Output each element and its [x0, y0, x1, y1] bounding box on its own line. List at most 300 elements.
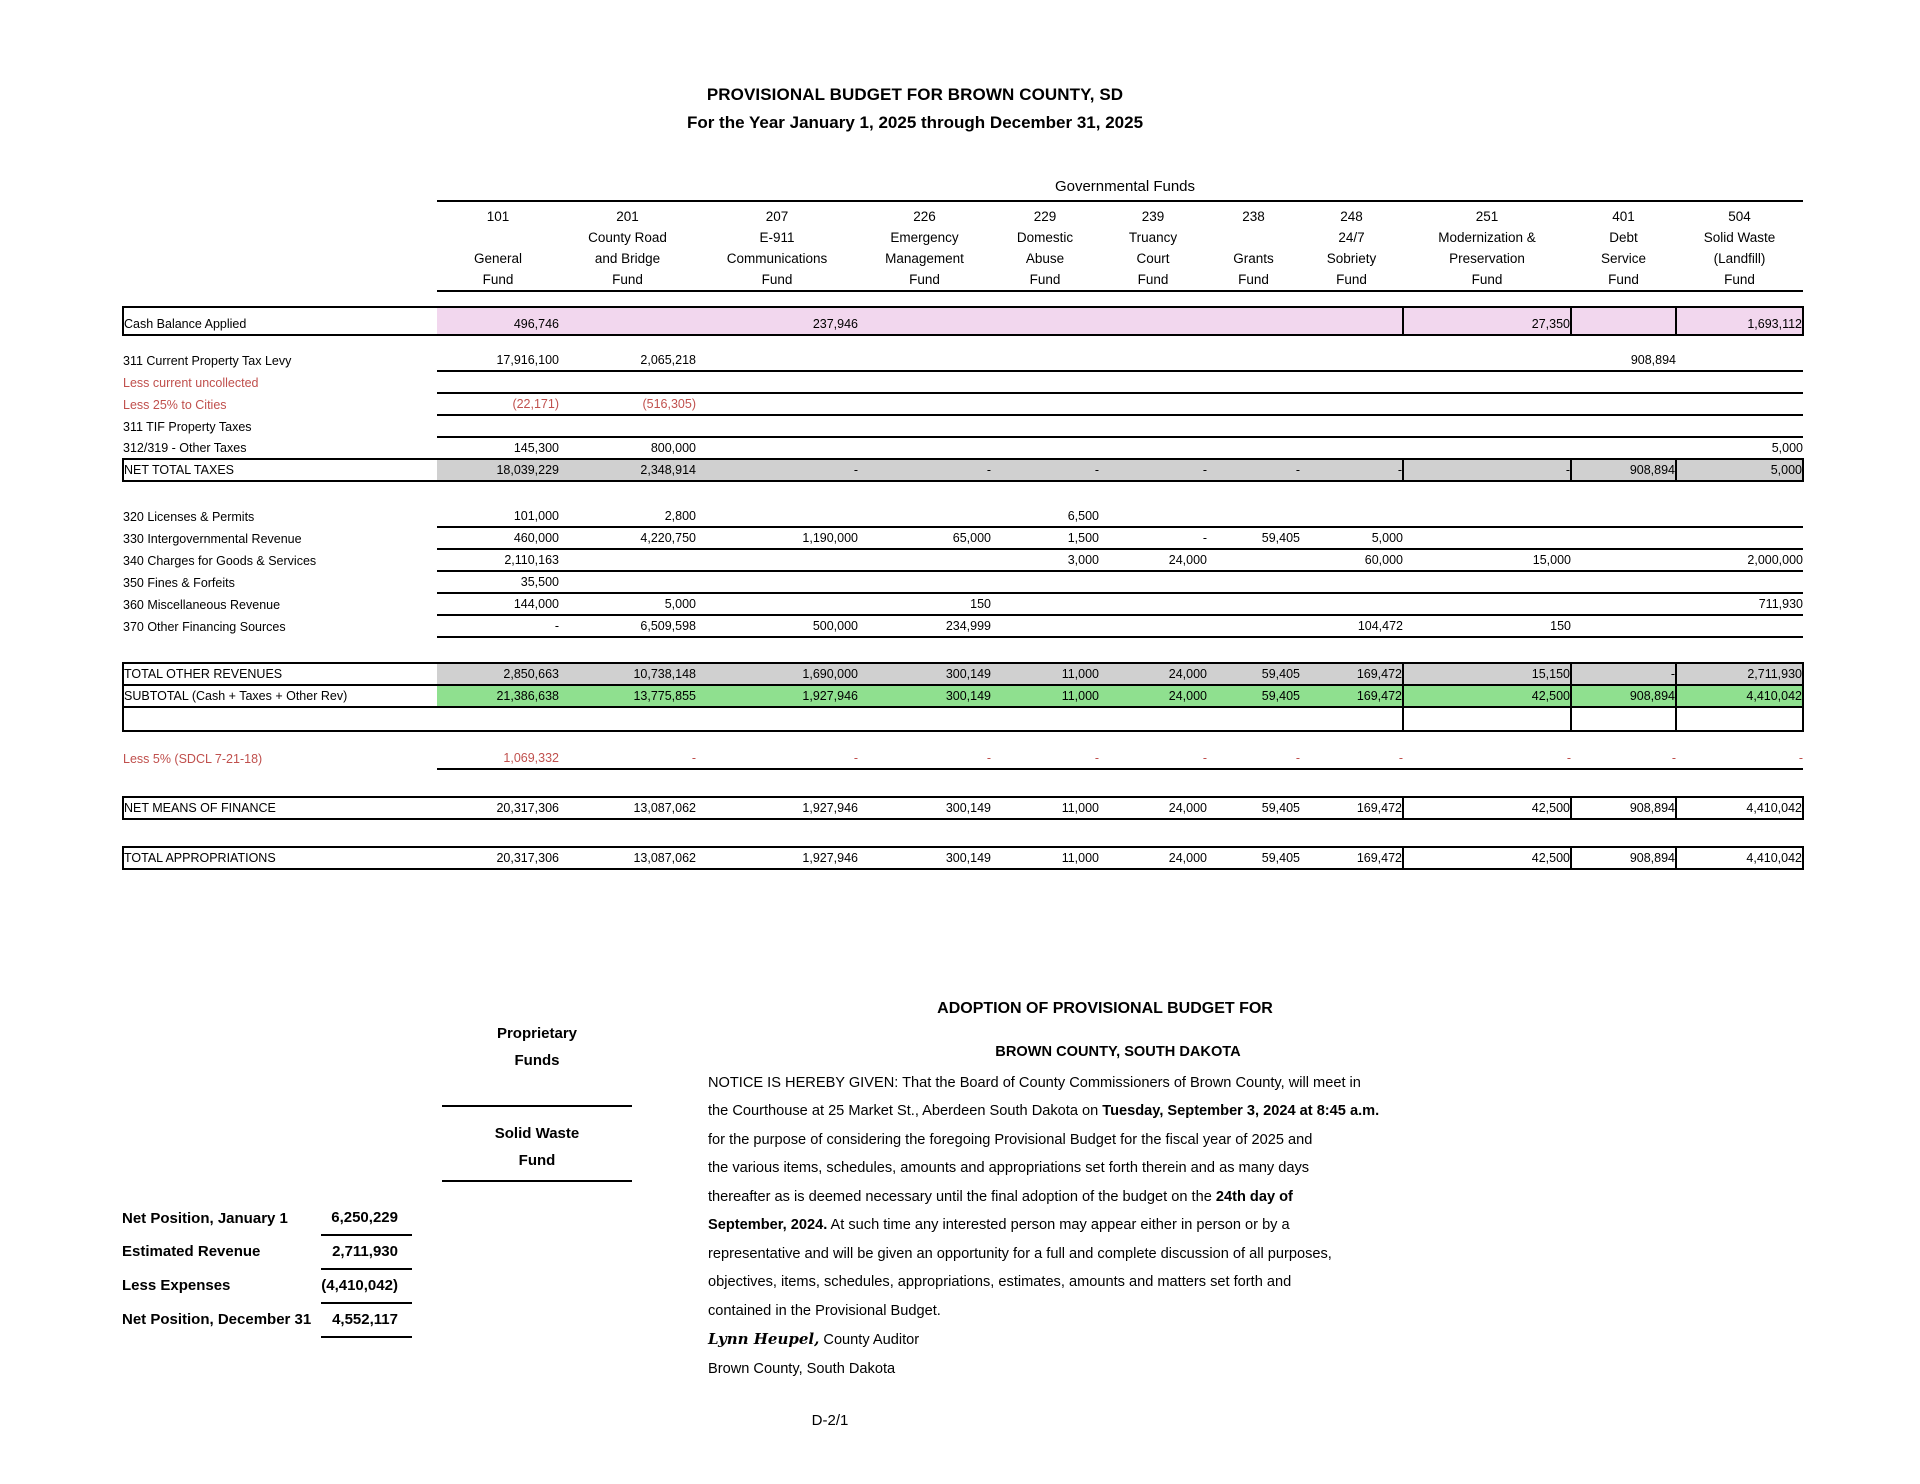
total-other-revenues-229: 11,000 [991, 663, 1099, 685]
total-other-revenues-226: 300,149 [858, 663, 991, 685]
tax-2-248 [1300, 393, 1403, 415]
revenue-3-238 [1207, 571, 1300, 593]
revenue-3-251 [1403, 571, 1571, 593]
row-label-net-means-of-finance: NET MEANS OF FINANCE [123, 797, 437, 819]
row-label-revenue-1: 330 Intergovernmental Revenue [123, 532, 302, 546]
col-header-239-line2: Court [1136, 251, 1170, 266]
tax-3-226 [858, 415, 991, 437]
revenue-1-239: - [1099, 527, 1207, 549]
cash-balance-207: 237,946 [696, 307, 858, 335]
tax-3-248 [1300, 415, 1403, 437]
net-total-taxes-226: - [858, 459, 991, 481]
col-header-504-line1: Solid Waste [1703, 230, 1776, 245]
col-header-226-line1: Emergency [890, 230, 959, 245]
less-5-percent-401: - [1571, 748, 1676, 769]
net-total-taxes-239: - [1099, 459, 1207, 481]
net-total-taxes-201: 2,348,914 [559, 459, 696, 481]
table-row-net-means-of-finance [123, 797, 1803, 819]
revenue-4-248 [1300, 593, 1403, 615]
row-label-revenue-5: 370 Other Financing Sources [123, 620, 286, 634]
col-header-504-line3: Fund [1676, 269, 1803, 291]
notice-signature-place: Brown County, South Dakota [708, 1360, 896, 1377]
tax-1-504 [1676, 371, 1803, 393]
proprietary-label: Less Expenses [122, 1277, 231, 1294]
net-means-of-finance-401: 908,894 [1571, 797, 1676, 819]
net-means-of-finance-101: 20,317,306 [437, 797, 559, 819]
revenue-2-504: 2,000,000 [1676, 549, 1803, 571]
total-appropriations-238: 59,405 [1207, 847, 1300, 869]
subtotal-401: 908,894 [1571, 685, 1676, 707]
revenue-1-229: 1,500 [991, 527, 1099, 549]
revenue-5-504 [1676, 615, 1803, 637]
total-other-revenues-238: 59,405 [1207, 663, 1300, 685]
row-label-tax-4: 312/319 - Other Taxes [123, 441, 247, 455]
notice-heading: BROWN COUNTY, SOUTH DAKOTA [995, 1044, 1241, 1060]
revenue-3-248 [1300, 571, 1403, 593]
col-number-238: 238 [1207, 201, 1300, 227]
tax-3-504 [1676, 415, 1803, 437]
net-means-of-finance-238: 59,405 [1207, 797, 1300, 819]
table-row-tax-line [123, 437, 1803, 459]
tax-2-101: (22,171) [437, 393, 559, 415]
row-label-tax-3: 311 TIF Property Taxes [123, 420, 252, 434]
net-means-of-finance-207: 1,927,946 [696, 797, 858, 819]
revenue-4-239 [1099, 593, 1207, 615]
revenue-4-238 [1207, 593, 1300, 615]
revenue-3-101: 35,500 [437, 571, 559, 593]
net-means-of-finance-251: 42,500 [1403, 797, 1571, 819]
subtotal-229: 11,000 [991, 685, 1099, 707]
tax-2-226 [858, 393, 991, 415]
revenue-2-401 [1571, 549, 1676, 571]
revenue-4-226: 150 [858, 593, 991, 615]
revenue-0-229: 6,500 [991, 506, 1099, 527]
net-total-taxes-504: 5,000 [1676, 459, 1803, 481]
row-label-total-appropriations: TOTAL APPROPRIATIONS [123, 847, 437, 869]
net-total-taxes-229: - [991, 459, 1099, 481]
notice-line-5: thereafter as is deemed necessary until the final adoption of the budget on the 24th day of [708, 1188, 1293, 1205]
tax-4-201: 800,000 [559, 437, 696, 459]
table-row-tax-line [123, 415, 1803, 437]
revenue-3-504 [1676, 571, 1803, 593]
revenue-2-248: 60,000 [1300, 549, 1403, 571]
tax-4-401 [1571, 437, 1676, 459]
col-number-207: 207 [696, 201, 858, 227]
revenue-4-401 [1571, 593, 1676, 615]
proprietary-label: Net Position, January 1 [122, 1209, 288, 1227]
less-5-percent-229: - [991, 748, 1099, 769]
total-other-revenues-207: 1,690,000 [696, 663, 858, 685]
proprietary-funds-heading [442, 1020, 632, 1074]
revenue-1-251 [1403, 527, 1571, 549]
tax-4-238 [1207, 437, 1300, 459]
total-appropriations-101: 20,317,306 [437, 847, 559, 869]
budget-table [122, 200, 1804, 870]
tax-3-207 [696, 415, 858, 437]
proprietary-sub-line1: Solid Waste [494, 1125, 580, 1142]
table-row-revenue-line [123, 593, 1803, 615]
cash-balance-101: 496,746 [437, 307, 559, 335]
tax-0-207 [696, 350, 858, 371]
net-means-of-finance-226: 300,149 [858, 797, 991, 819]
proprietary-funds-table [122, 1202, 412, 1338]
tax-0-401: 908,894 [1571, 350, 1676, 371]
tax-4-226 [858, 437, 991, 459]
table-row-tax-line [123, 350, 1803, 371]
tax-2-238 [1207, 393, 1300, 415]
tax-3-238 [1207, 415, 1300, 437]
col-header-401-line2: Service [1600, 251, 1646, 266]
revenue-2-201 [559, 549, 696, 571]
table-row-tax-line [123, 393, 1803, 415]
subtotal-239: 24,000 [1099, 685, 1207, 707]
revenue-2-238 [1207, 549, 1300, 571]
net-total-taxes-207: - [696, 459, 858, 481]
table-row-blank-box [123, 707, 1803, 731]
less-5-percent-504: - [1676, 748, 1803, 769]
col-header-201-line2: and Bridge [594, 251, 661, 266]
col-header-101-line1 [437, 227, 559, 248]
total-appropriations-504: 4,410,042 [1676, 847, 1803, 869]
col-header-229-line3: Fund [991, 269, 1099, 291]
revenue-4-201: 5,000 [559, 593, 696, 615]
revenue-1-248: 5,000 [1300, 527, 1403, 549]
proprietary-value: 4,552,117 [321, 1303, 412, 1337]
tax-3-201 [559, 415, 696, 437]
revenue-3-201 [559, 571, 696, 593]
total-appropriations-226: 300,149 [858, 847, 991, 869]
table-row-subtotal [123, 685, 1803, 707]
total-appropriations-229: 11,000 [991, 847, 1099, 869]
net-total-taxes-401: 908,894 [1571, 459, 1676, 481]
total-appropriations-251: 42,500 [1403, 847, 1571, 869]
tax-4-101: 145,300 [437, 437, 559, 459]
auditor-signature: Lynn Heupel, [708, 1330, 820, 1348]
tax-0-248 [1300, 350, 1403, 371]
cash-balance-238 [1207, 307, 1300, 335]
col-header-226-line3: Fund [858, 269, 991, 291]
col-header-101-line3: Fund [437, 269, 559, 291]
notice-line-1: NOTICE IS HEREBY GIVEN: That the Board of County Commissioners of Brown County, will meet in [708, 1074, 1361, 1091]
table-row-revenue-line [123, 615, 1803, 637]
row-label-total-other-revenues: TOTAL OTHER REVENUES [123, 663, 437, 685]
revenue-0-239 [1099, 506, 1207, 527]
row-label-tax-0: 311 Current Property Tax Levy [123, 354, 292, 368]
subtotal-238: 59,405 [1207, 685, 1300, 707]
cash-balance-251: 27,350 [1403, 307, 1571, 335]
less-5-percent-248: - [1300, 748, 1403, 769]
subtotal-201: 13,775,855 [559, 685, 696, 707]
col-header-504-line2: (Landfill) [1713, 251, 1766, 266]
table-row-net-total-taxes [123, 459, 1803, 481]
tax-1-238 [1207, 371, 1300, 393]
row-label-revenue-4: 360 Miscellaneous Revenue [123, 598, 281, 612]
revenue-4-251 [1403, 593, 1571, 615]
col-header-207-line2: Communications [726, 251, 828, 266]
col-number-504: 504 [1676, 201, 1803, 227]
revenue-0-238 [1207, 506, 1300, 527]
tax-3-229 [991, 415, 1099, 437]
tax-3-101 [437, 415, 559, 437]
total-other-revenues-101: 2,850,663 [437, 663, 559, 685]
col-header-226-line2: Management [885, 251, 964, 266]
revenue-1-238: 59,405 [1207, 527, 1300, 549]
row-label-less-5-percent: Less 5% (SDCL 7-21-18) [123, 752, 263, 766]
col-header-248-line3: Fund [1300, 269, 1403, 291]
tax-0-201: 2,065,218 [559, 350, 696, 371]
cash-balance-401 [1571, 307, 1676, 335]
revenue-5-251: 150 [1403, 615, 1571, 637]
row-label-cash-balance: Cash Balance Applied [123, 307, 437, 335]
notice-line-4: the various items, schedules, amounts and appropriations set forth therein and as many days [708, 1160, 1310, 1176]
tax-4-239 [1099, 437, 1207, 459]
tax-0-239 [1099, 350, 1207, 371]
tax-1-248 [1300, 371, 1403, 393]
col-header-251-line2: Preservation [1449, 251, 1525, 266]
tax-0-229 [991, 350, 1099, 371]
less-5-percent-238: - [1207, 748, 1300, 769]
revenue-1-201: 4,220,750 [559, 527, 696, 549]
net-means-of-finance-504: 4,410,042 [1676, 797, 1803, 819]
tax-0-226 [858, 350, 991, 371]
tax-1-251 [1403, 371, 1571, 393]
revenue-2-207 [696, 549, 858, 571]
net-means-of-finance-248: 169,472 [1300, 797, 1403, 819]
less-5-percent-239: - [1099, 748, 1207, 769]
net-means-of-finance-201: 13,087,062 [559, 797, 696, 819]
revenue-2-229: 3,000 [991, 549, 1099, 571]
revenue-3-239 [1099, 571, 1207, 593]
tax-3-251 [1403, 415, 1571, 437]
public-notice [708, 1038, 1528, 1383]
col-header-251-line3: Fund [1403, 269, 1571, 291]
col-number-248: 248 [1300, 201, 1403, 227]
revenue-0-401 [1571, 506, 1676, 527]
revenue-3-229 [991, 571, 1099, 593]
total-other-revenues-201: 10,738,148 [559, 663, 696, 685]
tax-2-201: (516,305) [559, 393, 696, 415]
revenue-5-239 [1099, 615, 1207, 637]
net-means-of-finance-239: 24,000 [1099, 797, 1207, 819]
tax-4-251 [1403, 437, 1571, 459]
row-label-revenue-0: 320 Licenses & Permits [123, 510, 255, 524]
notice-line-8: objectives, items, schedules, appropriations, estimates, amounts and matters set forth and [708, 1274, 1292, 1290]
col-header-207-line3: Fund [696, 269, 858, 291]
proprietary-row [122, 1269, 412, 1303]
proprietary-value: (4,410,042) [321, 1269, 412, 1303]
table-row-revenue-line [123, 549, 1803, 571]
cash-balance-226 [858, 307, 991, 335]
revenue-0-226 [858, 506, 991, 527]
col-number-201: 201 [559, 201, 696, 227]
col-number-101: 101 [437, 201, 559, 227]
tax-2-229 [991, 393, 1099, 415]
less-5-percent-207: - [696, 748, 858, 769]
revenue-1-207: 1,190,000 [696, 527, 858, 549]
net-total-taxes-248: - [1300, 459, 1403, 481]
tax-1-229 [991, 371, 1099, 393]
col-header-251-line1: Modernization & [1438, 230, 1536, 245]
revenue-0-207 [696, 506, 858, 527]
less-5-percent-101: 1,069,332 [437, 748, 559, 769]
col-number-401: 401 [1571, 201, 1676, 227]
less-5-percent-201: - [559, 748, 696, 769]
tax-0-101: 17,916,100 [437, 350, 559, 371]
row-label-tax-2: Less 25% to Cities [123, 398, 227, 412]
net-means-of-finance-229: 11,000 [991, 797, 1099, 819]
subtotal-251: 42,500 [1403, 685, 1571, 707]
row-label-net-total-taxes: NET TOTAL TAXES [123, 459, 437, 481]
net-total-taxes-251: - [1403, 459, 1571, 481]
total-appropriations-248: 169,472 [1300, 847, 1403, 869]
cash-balance-248 [1300, 307, 1403, 335]
revenue-5-238 [1207, 615, 1300, 637]
notice-signature-line: Lynn Heupel, County Auditor [708, 1330, 920, 1348]
notice-line-2: the Courthouse at 25 Market St., Aberdeen South Dakota on Tuesday, September 3, 2024 at 8:45 a.m. [708, 1103, 1380, 1119]
col-header-248-line1: 24/7 [1338, 230, 1365, 245]
revenue-5-401 [1571, 615, 1676, 637]
proprietary-row [122, 1202, 412, 1235]
tax-1-239 [1099, 371, 1207, 393]
tax-0-251 [1403, 350, 1571, 371]
governmental-funds-label: Governmental Funds [1054, 178, 1196, 195]
subtotal-207: 1,927,946 [696, 685, 858, 707]
table-row-less-5-percent [123, 748, 1803, 769]
tax-4-248 [1300, 437, 1403, 459]
col-header-238-line1 [1207, 227, 1300, 248]
tax-2-401 [1571, 393, 1676, 415]
table-row-total-other-revenues [123, 663, 1803, 685]
total-other-revenues-504: 2,711,930 [1676, 663, 1803, 685]
tax-2-239 [1099, 393, 1207, 415]
col-header-229-line2: Abuse [1025, 251, 1065, 266]
row-label-subtotal: SUBTOTAL (Cash + Taxes + Other Rev) [123, 685, 437, 707]
tax-1-401 [1571, 371, 1676, 393]
subtotal-226: 300,149 [858, 685, 991, 707]
proprietary-row [122, 1235, 412, 1269]
revenue-2-239: 24,000 [1099, 549, 1207, 571]
proprietary-heading-line1: Proprietary [496, 1025, 578, 1042]
document-title: PROVISIONAL BUDGET FOR BROWN COUNTY, SD [706, 85, 1124, 104]
tax-4-504: 5,000 [1676, 437, 1803, 459]
row-label-tax-1: Less current uncollected [123, 376, 259, 390]
row-label-revenue-2: 340 Charges for Goods & Services [123, 554, 317, 568]
proprietary-rule-2 [442, 1180, 632, 1182]
notice-line-3: for the purpose of considering the foregoing Provisional Budget for the fiscal year of 2025 and [708, 1131, 1313, 1148]
revenue-2-251: 15,000 [1403, 549, 1571, 571]
total-appropriations-401: 908,894 [1571, 847, 1676, 869]
revenue-3-207 [696, 571, 858, 593]
total-other-revenues-248: 169,472 [1300, 663, 1403, 685]
tax-1-207 [696, 371, 858, 393]
tax-3-239 [1099, 415, 1207, 437]
revenue-0-201: 2,800 [559, 506, 696, 527]
tax-2-504 [1676, 393, 1803, 415]
col-number-239: 239 [1099, 201, 1207, 227]
revenue-4-229 [991, 593, 1099, 615]
proprietary-label: Estimated Revenue [122, 1243, 261, 1260]
col-header-239-line3: Fund [1099, 269, 1207, 291]
proprietary-label: Net Position, December 31 [122, 1311, 312, 1328]
tax-2-207 [696, 393, 858, 415]
revenue-1-504 [1676, 527, 1803, 549]
tax-4-229 [991, 437, 1099, 459]
col-header-238-line3: Fund [1207, 269, 1300, 291]
col-header-101-line2: General [473, 251, 523, 266]
revenue-4-101: 144,000 [437, 593, 559, 615]
revenue-5-226: 234,999 [858, 615, 991, 637]
tax-1-101 [437, 371, 559, 393]
table-row-cash-balance [123, 307, 1803, 335]
subtotal-248: 169,472 [1300, 685, 1403, 707]
notice-line-7: representative and will be given an opportunity for a full and complete discussion of all purposes, [708, 1245, 1332, 1262]
net-total-taxes-238: - [1207, 459, 1300, 481]
page-footer: D-2/1 [811, 1412, 849, 1429]
net-total-taxes-101: 18,039,229 [437, 459, 559, 481]
tax-3-401 [1571, 415, 1676, 437]
row-label-revenue-3: 350 Fines & Forfeits [123, 576, 235, 590]
col-number-251: 251 [1403, 201, 1571, 227]
total-other-revenues-401: - [1571, 663, 1676, 685]
col-header-207-line1: E-911 [759, 230, 795, 245]
revenue-2-226 [858, 549, 991, 571]
revenue-0-251 [1403, 506, 1571, 527]
col-header-248-line2: Sobriety [1326, 251, 1377, 266]
subtotal-504: 4,410,042 [1676, 685, 1803, 707]
col-header-201-line3: Fund [559, 269, 696, 291]
cash-balance-229 [991, 307, 1099, 335]
col-number-229: 229 [991, 201, 1099, 227]
revenue-1-401 [1571, 527, 1676, 549]
notice-line-6: September, 2024. At such time any interested person may appear either in person or by a [708, 1217, 1290, 1233]
adoption-title: ADOPTION OF PROVISIONAL BUDGET FOR [937, 1000, 1273, 1017]
proprietary-row [122, 1303, 412, 1337]
revenue-2-101: 2,110,163 [437, 549, 559, 571]
col-header-239-line1: Truancy [1128, 230, 1178, 245]
revenue-5-101: - [437, 615, 559, 637]
revenue-5-207: 500,000 [696, 615, 858, 637]
total-other-revenues-239: 24,000 [1099, 663, 1207, 685]
proprietary-heading-line2: Funds [514, 1052, 560, 1069]
revenue-5-201: 6,509,598 [559, 615, 696, 637]
less-5-percent-226: - [858, 748, 991, 769]
revenue-4-207 [696, 593, 858, 615]
proprietary-sub-line2: Fund [518, 1152, 556, 1169]
proprietary-subheading [442, 1120, 632, 1174]
total-appropriations-207: 1,927,946 [696, 847, 858, 869]
tax-1-226 [858, 371, 991, 393]
revenue-0-504 [1676, 506, 1803, 527]
total-appropriations-201: 13,087,062 [559, 847, 696, 869]
col-header-401-line3: Fund [1571, 269, 1676, 291]
cash-balance-201 [559, 307, 696, 335]
revenue-4-504: 711,930 [1676, 593, 1803, 615]
notice-line-9: contained in the Provisional Budget. [708, 1302, 941, 1319]
revenue-1-226: 65,000 [858, 527, 991, 549]
table-row-tax-line [123, 371, 1803, 393]
col-header-238-line2: Grants [1233, 251, 1274, 266]
table-row-revenue-line [123, 506, 1803, 527]
table-row-total-appropriations [123, 847, 1803, 869]
proprietary-value: 2,711,930 [321, 1235, 412, 1269]
cash-balance-239 [1099, 307, 1207, 335]
total-appropriations-239: 24,000 [1099, 847, 1207, 869]
total-other-revenues-251: 15,150 [1403, 663, 1571, 685]
table-row-revenue-line [123, 571, 1803, 593]
revenue-5-229 [991, 615, 1099, 637]
tax-2-251 [1403, 393, 1571, 415]
revenue-0-248 [1300, 506, 1403, 527]
